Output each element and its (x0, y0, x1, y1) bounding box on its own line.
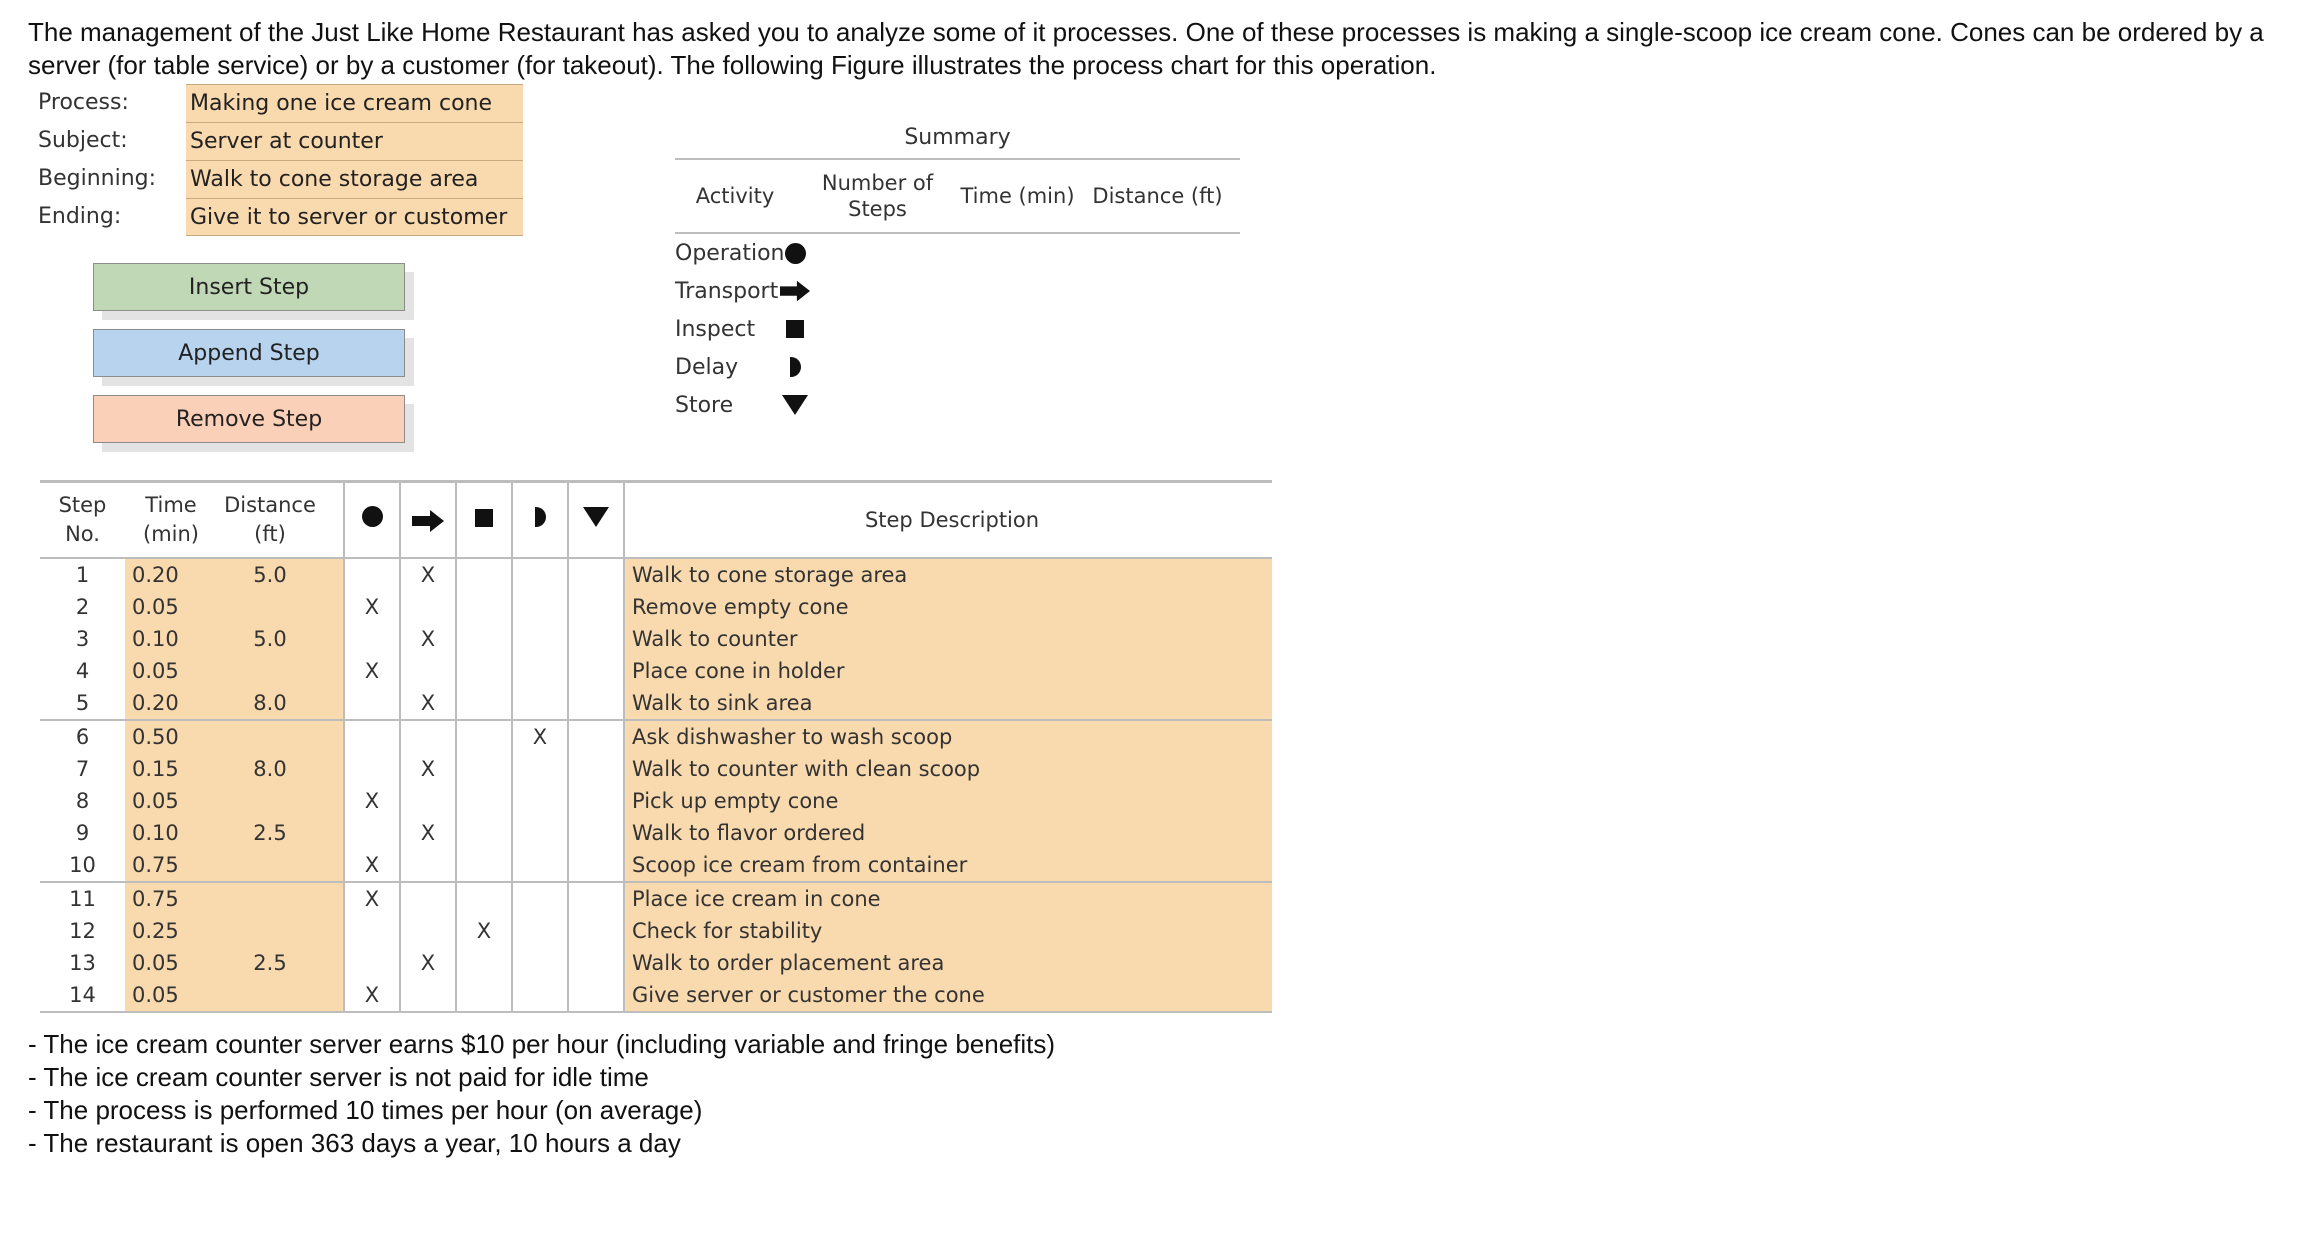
step-description-cell[interactable]: Ask dishwasher to wash scoop (624, 720, 1272, 753)
delay-cell[interactable] (512, 785, 568, 817)
time-cell[interactable]: 0.05 (125, 785, 217, 817)
time-cell[interactable]: 0.10 (125, 623, 217, 655)
activity-name: Inspect (675, 316, 756, 342)
step-description-cell[interactable]: Walk to sink area (624, 687, 1272, 720)
time-cell[interactable]: 0.75 (125, 882, 217, 915)
activity-name: Store (675, 392, 734, 418)
transport-cell[interactable] (400, 785, 456, 817)
step-no-cell[interactable]: 7 (75, 757, 90, 781)
summary-col-steps: Number of Steps (821, 171, 934, 221)
step-description-cell[interactable]: Walk to cone storage area (624, 558, 1272, 591)
step-description-cell[interactable]: Walk to order placement area (624, 947, 1272, 979)
inspect-cell[interactable] (456, 623, 512, 655)
triangle-down-icon (583, 507, 609, 527)
store-cell[interactable] (568, 720, 624, 753)
inspect-cell[interactable] (456, 785, 512, 817)
transport-cell[interactable]: X (400, 753, 456, 785)
note-item: - The ice cream counter server earns $10 per hour (including variable and fringe benefits) (28, 1029, 1056, 1059)
store-cell[interactable] (568, 623, 624, 655)
operation-cell[interactable]: X (344, 979, 400, 1012)
time-cell[interactable]: 0.10 (125, 817, 217, 849)
step-description-cell[interactable]: Walk to counter (624, 623, 1272, 655)
table-row[interactable] (40, 947, 1272, 979)
store-cell[interactable] (568, 882, 624, 915)
inspect-cell[interactable]: X (456, 915, 512, 947)
transport-cell[interactable]: X (400, 947, 456, 979)
store-cell[interactable] (568, 687, 624, 720)
inspect-cell[interactable] (456, 882, 512, 915)
note-item: - The restaurant is open 363 days a year, 10 hours a day (28, 1128, 681, 1158)
distance-cell[interactable]: 5.0 (217, 623, 344, 655)
store-cell[interactable] (568, 655, 624, 687)
header-label: Ending: (38, 204, 122, 229)
delay-cell[interactable] (512, 591, 568, 623)
inspect-cell[interactable] (456, 849, 512, 882)
time-cell[interactable]: 0.05 (125, 979, 217, 1012)
notes-list (28, 1028, 1055, 1160)
col-step-no: Step No. (40, 482, 125, 559)
transport-cell[interactable] (400, 849, 456, 882)
step-description-cell[interactable]: Pick up empty cone (624, 785, 1272, 817)
delay-cell[interactable] (512, 623, 568, 655)
step-description-cell[interactable]: Give server or customer the cone (624, 979, 1272, 1012)
square-icon (475, 509, 493, 527)
store-cell[interactable] (568, 817, 624, 849)
header-value-ending[interactable]: Give it to server or customer (186, 198, 523, 236)
step-no-cell[interactable]: 9 (75, 821, 90, 845)
transport-cell[interactable]: X (400, 558, 456, 591)
summary-row-inspect (675, 310, 1240, 348)
distance-cell[interactable]: 8.0 (217, 753, 344, 785)
header-value-subject[interactable]: Server at counter (186, 122, 523, 160)
col-inspect (456, 482, 512, 559)
delay-cell[interactable] (512, 882, 568, 915)
delay-cell[interactable] (512, 849, 568, 882)
step-description-cell[interactable]: Place ice cream in cone (624, 882, 1272, 915)
summary-row-delay (675, 348, 1240, 386)
activity-name: Operation (675, 240, 785, 266)
table-row[interactable] (40, 720, 1272, 753)
time-cell[interactable]: 0.50 (125, 720, 217, 753)
time-cell[interactable]: 0.05 (125, 591, 217, 623)
transport-cell[interactable]: X (400, 687, 456, 720)
delay-cell[interactable] (512, 915, 568, 947)
col-time: Time (min) (125, 482, 217, 559)
distance-cell[interactable] (217, 915, 344, 947)
store-cell[interactable] (568, 753, 624, 785)
step-no-cell[interactable]: 3 (75, 627, 90, 651)
table-row[interactable] (40, 753, 1272, 785)
step-no-cell[interactable]: 10 (40, 849, 125, 882)
distance-cell[interactable] (217, 591, 344, 623)
store-cell[interactable] (568, 979, 624, 1012)
transport-cell[interactable]: X (400, 623, 456, 655)
intro-paragraph: The management of the Just Like Home Restaurant has asked you to analyze some of it processes. One of these processes is making a single-scoop ice cream cone. Cones can be ordered by a server (for table service) or by a customer (for takeout). The following Figure illustrates the process chart for this operation. (28, 17, 2264, 80)
distance-cell[interactable] (217, 849, 344, 882)
distance-cell[interactable] (217, 720, 344, 753)
step-description-cell[interactable]: Place cone in holder (624, 655, 1272, 687)
step-description-cell[interactable]: Walk to flavor ordered (624, 817, 1272, 849)
delay-cell[interactable] (512, 753, 568, 785)
operation-cell[interactable]: X (344, 882, 400, 915)
operation-cell[interactable]: X (344, 849, 400, 882)
transport-cell[interactable] (400, 655, 456, 687)
col-delay (512, 482, 568, 559)
operation-cell[interactable] (344, 687, 400, 720)
summary-row-operation (675, 234, 1240, 272)
delay-icon (535, 507, 546, 527)
operation-cell[interactable] (344, 558, 400, 591)
time-cell[interactable]: 0.05 (125, 947, 217, 979)
inspect-cell[interactable] (456, 720, 512, 753)
operation-cell[interactable]: X (344, 785, 400, 817)
inspect-cell[interactable] (456, 979, 512, 1012)
insert-step-button[interactable]: Insert Step (93, 263, 405, 311)
step-description-cell[interactable]: Check for stability (624, 915, 1272, 947)
operation-cell[interactable] (344, 623, 400, 655)
table-body (40, 558, 1272, 1012)
store-cell[interactable] (568, 849, 624, 882)
col-transport (400, 482, 456, 559)
summary-row-store (675, 386, 1240, 424)
store-cell[interactable] (568, 558, 624, 591)
time-cell[interactable]: 0.25 (125, 915, 217, 947)
step-no-cell[interactable]: 11 (69, 887, 96, 911)
transport-cell[interactable] (400, 915, 456, 947)
delay-cell[interactable] (512, 979, 568, 1012)
table-row[interactable] (40, 817, 1272, 849)
operation-cell[interactable] (344, 947, 400, 979)
time-cell[interactable]: 0.20 (125, 687, 217, 720)
distance-cell[interactable] (217, 655, 344, 687)
operation-cell[interactable] (344, 753, 400, 785)
note-item: - The ice cream counter server is not paid for idle time (28, 1062, 649, 1092)
table-row[interactable] (40, 687, 1272, 720)
activity-name: Transport (675, 278, 779, 304)
store-cell[interactable] (568, 591, 624, 623)
header-label: Beginning: (38, 166, 157, 191)
summary-title: Summary (675, 118, 1240, 160)
append-step-button[interactable]: Append Step (93, 329, 405, 377)
table-row[interactable] (40, 623, 1272, 655)
delay-cell[interactable]: X (512, 720, 568, 753)
header-row-ending (38, 198, 523, 236)
operation-cell[interactable] (344, 915, 400, 947)
delay-cell[interactable] (512, 655, 568, 687)
header-row-beginning (38, 160, 523, 198)
store-cell[interactable] (568, 785, 624, 817)
arrow-right-icon (412, 510, 444, 532)
inspect-cell[interactable] (456, 817, 512, 849)
store-cell[interactable] (568, 947, 624, 979)
distance-cell[interactable]: 2.5 (217, 947, 344, 979)
step-description-cell[interactable]: Remove empty cone (624, 591, 1272, 623)
step-no-cell[interactable]: 1 (75, 563, 90, 587)
header-row-process (38, 84, 523, 122)
step-no-cell[interactable]: 14 (40, 979, 125, 1012)
distance-cell[interactable] (217, 785, 344, 817)
step-description-cell[interactable]: Walk to counter with clean scoop (624, 753, 1272, 785)
square-icon (786, 320, 804, 338)
header-value-process[interactable]: Making one ice cream cone (186, 84, 523, 122)
col-distance: Distance (ft) (217, 482, 344, 559)
col-store (568, 482, 624, 559)
distance-cell[interactable]: 5.0 (217, 558, 344, 591)
header-label: Subject: (38, 128, 128, 153)
arrow-right-icon (780, 280, 810, 302)
operation-cell[interactable]: X (344, 591, 400, 623)
col-operation (344, 482, 400, 559)
circle-icon (362, 506, 383, 527)
summary-col-activity: Activity (695, 184, 775, 208)
triangle-down-icon (782, 395, 808, 415)
time-cell[interactable]: 0.15 (125, 753, 217, 785)
header-value-beginning[interactable]: Walk to cone storage area (186, 160, 523, 198)
summary-col-time: Time (min) (960, 184, 1075, 208)
summary-table (675, 118, 1240, 424)
process-chart-table (40, 480, 1272, 1013)
store-cell[interactable] (568, 915, 624, 947)
summary-header (675, 160, 1240, 234)
time-cell[interactable]: 0.05 (125, 655, 217, 687)
transport-cell[interactable] (400, 979, 456, 1012)
delay-cell[interactable] (512, 558, 568, 591)
step-no-cell[interactable]: 5 (40, 687, 125, 720)
note-item: - The process is performed 10 times per hour (on average) (28, 1095, 703, 1125)
operation-cell[interactable] (344, 817, 400, 849)
remove-step-button[interactable]: Remove Step (93, 395, 405, 443)
table-header-row (40, 482, 1272, 559)
table-row[interactable] (40, 915, 1272, 947)
inspect-cell[interactable] (456, 947, 512, 979)
distance-cell[interactable]: 8.0 (217, 687, 344, 720)
delay-cell[interactable] (512, 687, 568, 720)
step-description-cell[interactable]: Scoop ice cream from container (624, 849, 1272, 882)
distance-cell[interactable] (217, 882, 344, 915)
step-no-cell[interactable]: 4 (75, 659, 90, 683)
process-header (38, 84, 523, 236)
transport-cell[interactable] (400, 882, 456, 915)
step-no-cell[interactable]: 2 (75, 595, 90, 619)
table-row[interactable] (40, 558, 1272, 591)
inspect-cell[interactable] (456, 753, 512, 785)
time-cell[interactable]: 0.75 (125, 849, 217, 882)
delay-cell[interactable] (512, 947, 568, 979)
delay-cell[interactable] (512, 817, 568, 849)
inspect-cell[interactable] (456, 687, 512, 720)
step-no-cell[interactable]: 8 (75, 789, 90, 813)
transport-cell[interactable] (400, 720, 456, 753)
distance-cell[interactable] (217, 979, 344, 1012)
summary-col-distance: Distance (ft) (1092, 184, 1223, 208)
activity-name: Delay (675, 354, 739, 380)
operation-cell[interactable]: X (344, 655, 400, 687)
header-row-subject (38, 122, 523, 160)
table-row[interactable] (40, 785, 1272, 817)
distance-cell[interactable]: 2.5 (217, 817, 344, 849)
transport-cell[interactable] (400, 591, 456, 623)
step-no-cell[interactable]: 12 (69, 919, 96, 943)
col-step-description: Step Description (624, 482, 1272, 559)
table-row[interactable] (40, 979, 1272, 1012)
table-row[interactable] (40, 849, 1272, 882)
inspect-cell[interactable] (456, 655, 512, 687)
table-row[interactable] (40, 882, 1272, 915)
inspect-cell[interactable] (456, 558, 512, 591)
operation-cell[interactable] (344, 720, 400, 753)
table-row[interactable] (40, 591, 1272, 623)
step-no-cell[interactable]: 13 (69, 951, 96, 975)
delay-icon (790, 357, 801, 377)
transport-cell[interactable]: X (400, 817, 456, 849)
inspect-cell[interactable] (456, 591, 512, 623)
summary-row-transport (675, 272, 1240, 310)
step-no-cell[interactable]: 6 (75, 725, 90, 749)
time-cell[interactable]: 0.20 (125, 558, 217, 591)
circle-icon (785, 243, 806, 264)
header-label: Process: (38, 90, 129, 115)
table-row[interactable] (40, 655, 1272, 687)
